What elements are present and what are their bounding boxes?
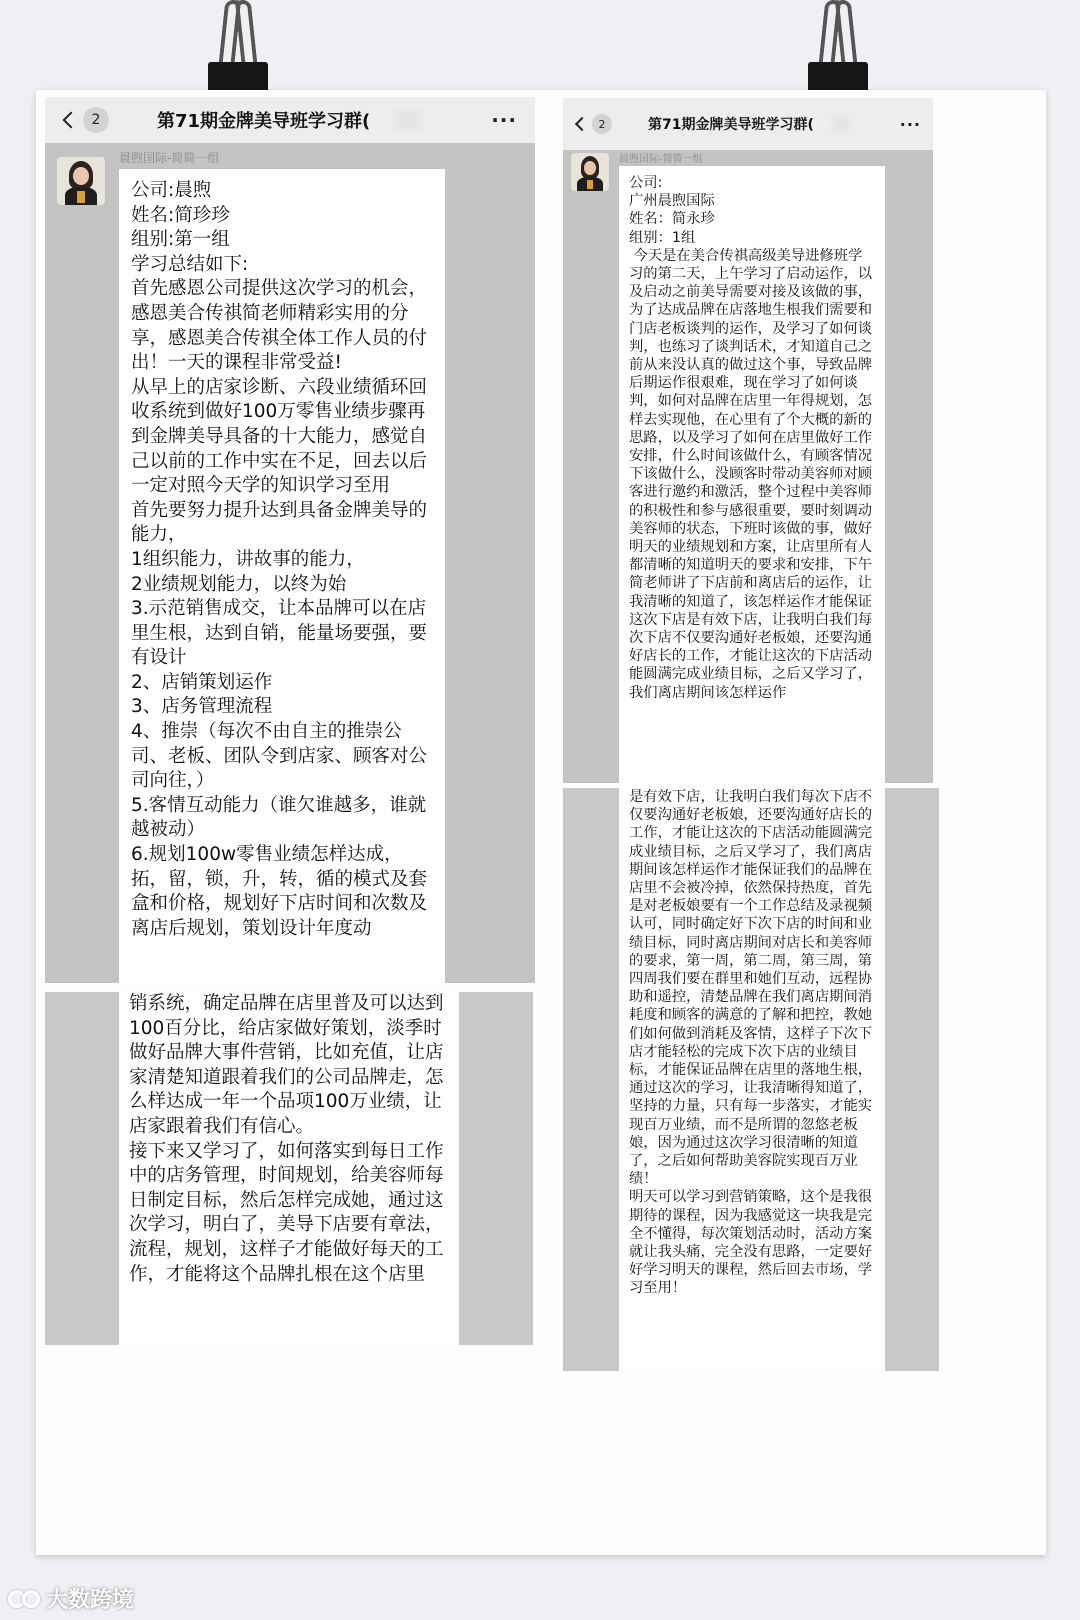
message-bubble[interactable]: 公司: 广州晨煦国际 姓名：简永珍 组别：1组 今天是在美合传祺高级美导进修班学习的第二天，上午学习了启动运作，以及启动之前美导需要对接及该做的事，为了达成品牌在店落地生根我们需要和门店老板谈判的运作，及学习了如何谈判，也练习了谈判话术，才知道自己之前从来没认真的做过这个事，导致品牌后期运作很艰难，现在学习了如何谈判，如何对品牌在店里一年得规划，怎样去实现他，在心里有了个大概的新的思路，以及学习了如何在店里做好工作安排，什么时间该做什么，有顾客情况下该做什么，没顾客时带动美容师对顾客进行邀约和激活，整个过程中美容师的积极性和参与感很重要，要时刻调动美容师的状态，下班时该做的事，做好明天的业绩规划和方案，让店里所有人都清晰的知道明天的要求和安排，下午简老师讲了下店前和离店后的运作，让我清晰的知道了，该怎样运作才能保证这次下店是有效下店，让我明白我们每次下店不仅要沟通好老板娘，还要沟通好店长的工作，才能让这次的下店活动能圆满完成业绩目标，之后又学习了，我们离店期间该怎样运作	[619, 166, 885, 783]
chat-header	[45, 97, 535, 143]
message-bubble[interactable]: 公司:晨煦 姓名:简珍珍 组别:第一组 学习总结如下: 首先感恩公司提供这次学习的机会，感恩美合传祺简老师精彩实用的分享，感恩美合传祺全体工作人员的付出！一天的课程非常受益! 从早上的店家诊断、六段业绩循环回收系统到做好100万零售业绩步骤再到金牌美导具备的十大能力，感觉自己以前的工作中实在不足，回去以后一定对照今天学的知识学习至用 首先要努力提升达到具备金牌美导的能力， 1组织能力，讲故事的能力， 2业绩规划能力，以终为始 3.示范销售成交，让本品牌可以在店里生根，达到自销，能量场要强，要有设计 2、店销策划运作 3、店务管理流程 4、推崇（每次不由自主的推崇公司、老板、团队令到店家、顾客对公司向往，） 5.客情互动能力（谁欠谁越多，谁就越被动） 6.规划100w零售业绩怎样达成，拓，留，锁，升，转，循的模式及套盒和价格，规划好下店时间和次数及离店后规划，策划设计年度动	[119, 169, 445, 983]
unread-count-badge: 2	[592, 114, 612, 134]
chat-header	[563, 98, 933, 150]
watermark-text: 大数跨境	[46, 1588, 135, 1613]
more-dots-icon[interactable]: ···	[491, 108, 517, 132]
chat-title: 第71期金牌美导班学习群(	[157, 111, 371, 132]
avatar	[571, 153, 609, 191]
chat-title: 第71期金牌美导班学习群(	[648, 117, 814, 133]
left-chat-screenshot	[45, 97, 535, 983]
back-button[interactable]	[45, 107, 109, 133]
watermark-logo-icon	[8, 1588, 42, 1610]
chevron-left-icon	[63, 112, 80, 129]
binder-clip-icon	[208, 0, 268, 100]
left-chat-screenshot-continued	[45, 992, 533, 1345]
binder-clip-icon	[808, 0, 868, 100]
message-bubble-continued[interactable]: 销系统，确定品牌在店里普及可以达到100百分比，给店家做好策划，淡季时做好品牌大事件营销，比如充值，让店家清楚知道跟着我们的公司品牌走，怎么样达成一年一个品项100万业绩，让店家跟着我们有信心。 接下来又学习了，如何落实到每日工作中的店务管理，时间规划，给美容师每日制定目标，然后怎样完成她，通过这次学习，明白了，美导下店要有章法，流程，规划，这样子才能做好每天的工作，才能将这个品牌扎根在这个店里	[119, 992, 459, 1345]
unread-count-badge: 2	[83, 107, 109, 133]
back-button[interactable]	[563, 114, 612, 134]
more-dots-icon[interactable]: ···	[899, 114, 921, 134]
blurred-text	[395, 110, 421, 130]
watermark	[8, 1583, 134, 1614]
right-chat-screenshot-continued	[563, 788, 939, 1371]
chevron-left-icon	[575, 117, 589, 131]
message-bubble-continued[interactable]: 是有效下店，让我明白我们每次下店不仅要沟通好老板娘，还要沟通好店长的工作，才能让这次的下店活动能圆满完成业绩目标，之后又学习了，我们离店期间该怎样运作才能保证我们的品牌在店里不会被冷掉，依然保持热度，首先是对老板娘要有一个工作总结及录视频认可，同时确定好下次下店的时间和业绩目标，同时离店期间对店长和美容师的要求，第一周，第二周，第三周，第四周我们要在群里和她们互动，远程协助和遥控，清楚品牌在我们离店期间消耗度和顾客的满意的了解和把控，教她们如何做到消耗及客情，这样子下次下店才能轻松的完成下次下店的业绩目标，才能保证品牌在店里的落地生根，通过这次的学习，让我清晰得知道了，坚持的力量，只有每一步落实，才能实现百万业绩，而不是所谓的忽悠老板娘，因为通过这次学习很清晰的知道了，之后如何帮助美容院实现百万业绩！ 明天可以学习到营销策略，这个是我很期待的课程，因为我感觉这一块我是完全不懂得，每次策划活动时，活动方案就让我头痛，完全没有思路，一定要好好学习明天的课程，然后回去市场，学习至用！	[619, 788, 885, 1371]
avatar	[57, 157, 105, 205]
sender-name: 晨煦国际-简简一组	[619, 154, 703, 165]
blurred-text	[832, 116, 850, 132]
sender-name: 晨煦国际-简简一组	[119, 151, 220, 165]
right-chat-screenshot	[563, 98, 933, 783]
